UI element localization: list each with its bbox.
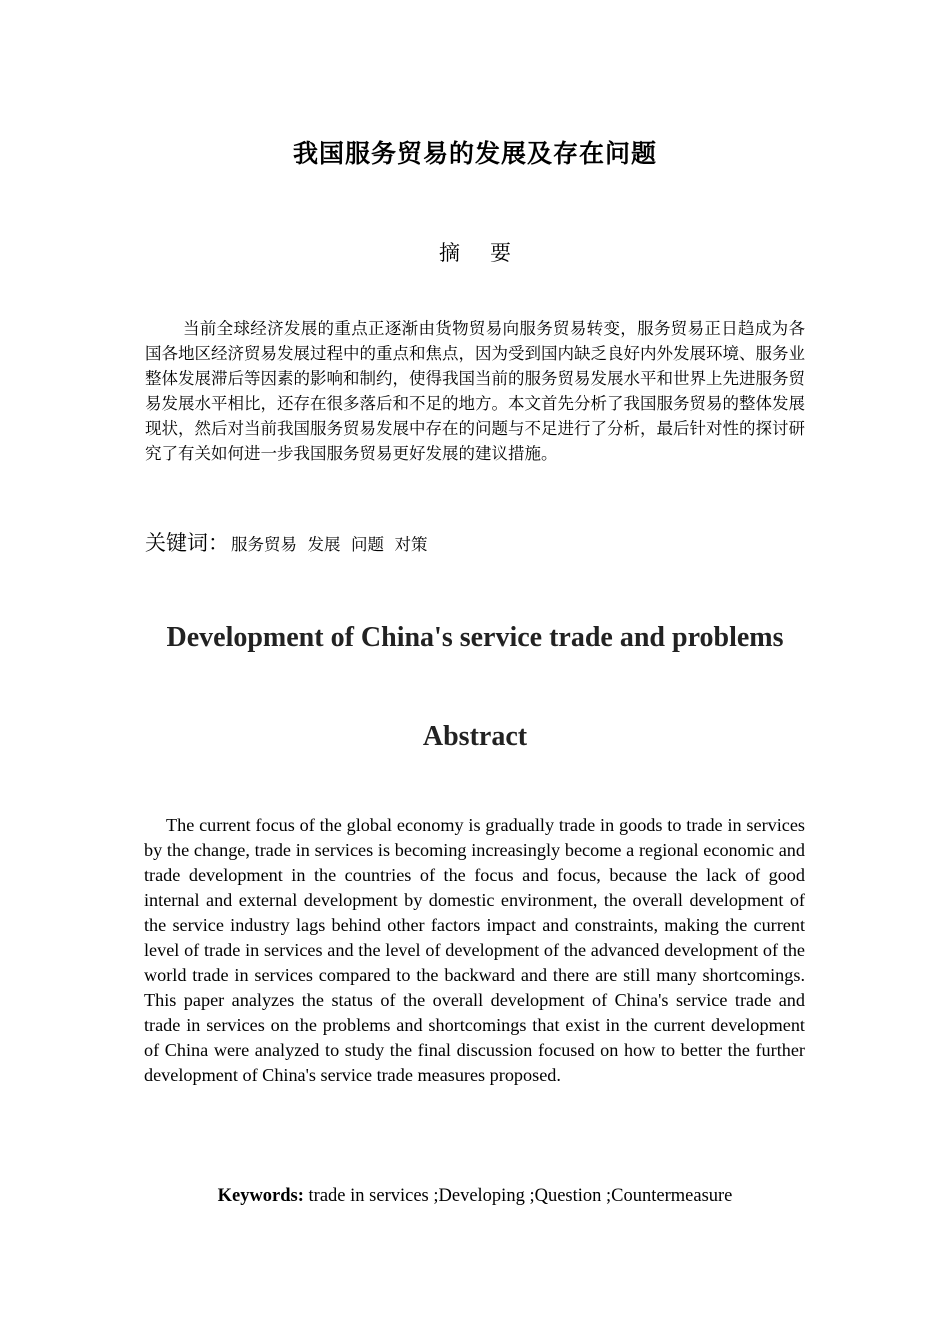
english-title: Development of China's service trade and problems [166,622,784,653]
chinese-abstract-heading: 摘要 [439,241,541,265]
english-keywords-values: trade in services ;Developing ;Question ;Countermeasure [303,1186,733,1206]
chinese-keywords-values: 服务贸易 发展 问题 对策 [231,535,428,554]
chinese-keywords-label: 关键词： [145,531,229,555]
chinese-abstract-body: 当前全球经济发展的重点正逐渐由货物贸易向服务贸易转变，服务贸易正日趋成为各国各地区经济贸易发展过程中的重点和焦点，因为受到国内缺乏良好内外发展环境、服务业整体发展滞后等因素的影响和制约，使得我国当前的服务贸易发展水平和世界上先进服务贸易发展水平相比，还存在很多落后和不足的地方。本文首先分析了我国服务贸易的整体发展现状，然后对当前我国服务贸易发展中存在的问题与不足进行了分析，最后针对性的探讨研究了有关如何进一步我国服务贸易更好发展的建议措施。 [145,319,805,463]
english-keywords-label: Keywords: [217,1186,304,1206]
english-keywords [0,1186,950,1207]
chinese-title: 我国服务贸易的发展及存在问题 [292,139,657,168]
english-abstract-body: The current focus of the global economy is gradually trade in goods to trade in services by the change, trade in services is becoming increasingly become a regional economic and trade development in the countries of the focus and focus, because the lack of good internal and external development by domestic environment, the overall development of the service industry lags behind other factors impact and constraints, making the current level of trade in services and the level of development of the advanced development of the world trade in services compared to the backward and there are still many shortcomings. This paper analyzes the status of the overall development of China's service trade and trade in services on the problems and shortcomings that exist in the current development of China were analyzed to study the final discussion focused on how to better the further development of China's service trade measures proposed. [144,815,805,1085]
chinese-keywords [145,527,805,557]
english-abstract-heading: Abstract [422,721,528,752]
